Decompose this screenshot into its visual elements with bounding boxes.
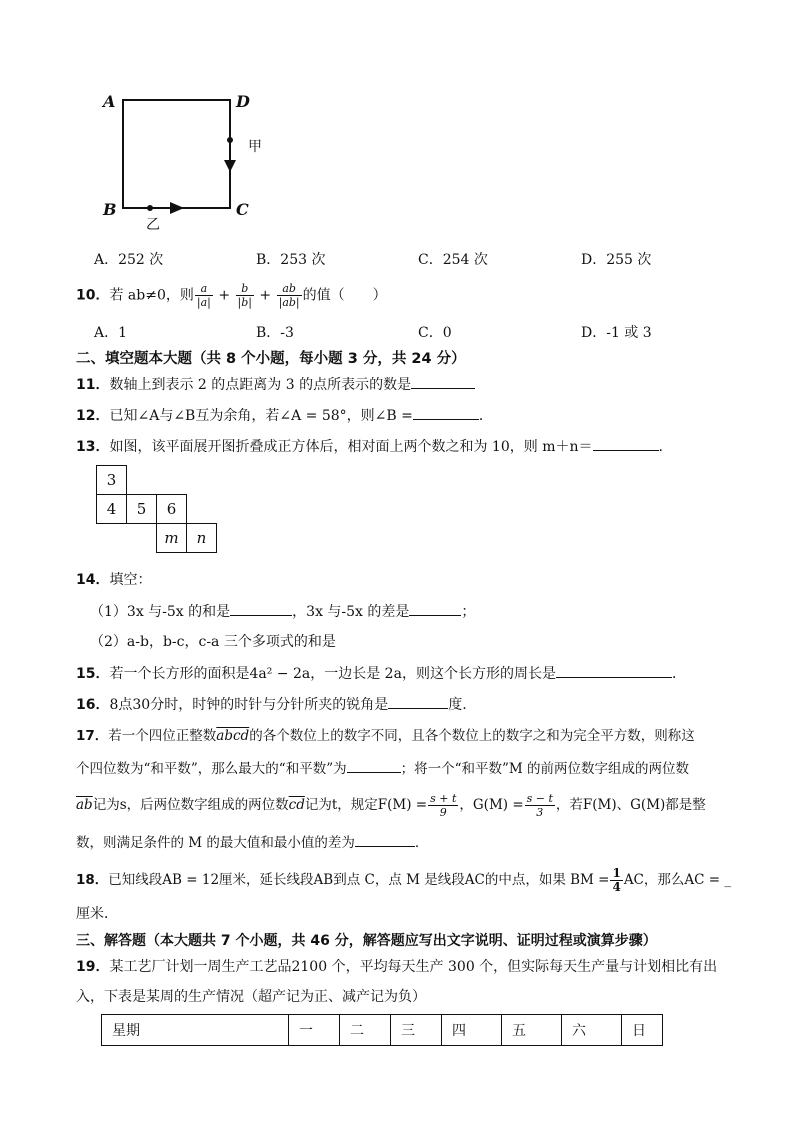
label-B: B bbox=[103, 200, 117, 219]
question-11: 11．数轴上到表示 2 的点距离为 3 的点所表示的数是 bbox=[76, 374, 475, 395]
table-header-cell: 星期 bbox=[102, 1015, 289, 1046]
q10-option-b: B．-3 bbox=[256, 325, 294, 341]
cube-net bbox=[96, 465, 217, 553]
table-day-cell: 六 bbox=[562, 1015, 622, 1046]
question-12: 12．已知∠A与∠B互为余角，若∠A = 58°，则∠B = ． bbox=[76, 405, 493, 426]
label-jia: 甲 bbox=[248, 139, 262, 155]
label-D: D bbox=[236, 92, 250, 111]
q10-option-c: C．0 bbox=[418, 325, 452, 341]
net-cell-5: 5 bbox=[127, 495, 157, 524]
net-cell-4: 4 bbox=[97, 495, 127, 524]
q9-option-c: C．254 次 bbox=[418, 252, 488, 268]
question-16: 16．8点30分时，时钟的时针与分针所夹的锐角是 度. bbox=[76, 694, 467, 715]
section-2-heading: 二、填空题本大题（共 8 个小题，每小题 3 分，共 24 分） bbox=[76, 351, 466, 367]
table-day-cell: 二 bbox=[340, 1015, 391, 1046]
section-3-heading: 三、解答题（本大题共 7 个小题，共 46 分，解答题应写出文字说明、证明过程或演算步骤） bbox=[76, 933, 657, 949]
question-19-line-2: 入，下表是某周的生产情况（超产记为正、减产记为负） bbox=[76, 989, 426, 1005]
q9-option-d: D．255 次 bbox=[581, 252, 652, 268]
question-17-line-2: 个四位数为“和平数”，那么最大的“和平数”为 ；将一个“和平数”M 的前两位数字组成的两位数 bbox=[76, 758, 689, 779]
table-day-cell: 五 bbox=[502, 1015, 562, 1046]
question-17-line-1: 17．若一个四位正整数abcd的各个数位上的数字不同，且各个数位上的数字之和为完全平方数，则称这 bbox=[76, 728, 695, 744]
label-yi: 乙 bbox=[146, 217, 160, 233]
table-day-cell: 一 bbox=[289, 1015, 340, 1046]
production-table bbox=[101, 1014, 663, 1046]
question-19-line-1: 19．某工艺厂计划一周生产工艺品2100 个，平均每天生产 300 个，但实际每天生产量与计划相比有出 bbox=[76, 959, 718, 975]
net-cell-n: n bbox=[187, 524, 217, 553]
net-cell-3: 3 bbox=[97, 466, 127, 495]
question-14-part-2: （2）a-b，b-c，c-a 三个多项式的和是 bbox=[90, 634, 336, 650]
table-day-cell: 四 bbox=[442, 1015, 502, 1046]
question-18: 18．已知线段AB = 12厘米，延长线段AB到点 C，点 M 是线段AC的中点，如果 BM = $\frac{1}{4}$ AC，那么AC = _ bbox=[76, 866, 732, 894]
table-row bbox=[102, 1015, 663, 1046]
table-day-cell: 日 bbox=[622, 1015, 663, 1046]
q10-option-d: D．-1 或 3 bbox=[581, 325, 652, 341]
q10-option-a: A．1 bbox=[94, 325, 128, 341]
table-day-cell: 三 bbox=[391, 1015, 442, 1046]
question-14-part-1: （1）3x 与-5x 的和是 ，3x 与-5x 的差是 ； bbox=[90, 601, 475, 622]
question-13: 13．如图，该平面展开图折叠成正方体后，相对面上两个数之和为 10，则 m＋n＝ . bbox=[76, 436, 663, 457]
net-cell-6: 6 bbox=[157, 495, 187, 524]
question-17-line-4: 数，则满足条件的 M 的最大值和最小值的差为 ． bbox=[76, 832, 428, 853]
question-15: 15．若一个长方形的面积是4a² − 2a，一边长是 2a，则这个长方形的周长是 ． bbox=[76, 663, 686, 684]
label-A: A bbox=[103, 92, 116, 111]
question-14: 14．填空： bbox=[76, 572, 152, 588]
question-10: 10．若 ab≠0，则 $\frac{a}{|a|}$ + $\frac{b}{|b|}$ + $\frac{ab}{|ab|}$ 的值（ ） bbox=[76, 282, 387, 309]
net-cell-m: m bbox=[157, 524, 187, 553]
question-17-line-3: $\overline{ab}$记为s，后两位数字组成的两位数$\overline{cd}$记为t，规定F(M) = $\frac{s + t}{9}$ ，G(M) = $\frac{s - t}{3}$ ，若F(M)、G(M)都是整 bbox=[76, 792, 706, 819]
q9-option-b: B．253 次 bbox=[256, 252, 326, 268]
q9-option-a: A．252 次 bbox=[94, 252, 164, 268]
question-18-line-2: 厘米． bbox=[76, 906, 118, 922]
label-C: C bbox=[236, 200, 249, 219]
